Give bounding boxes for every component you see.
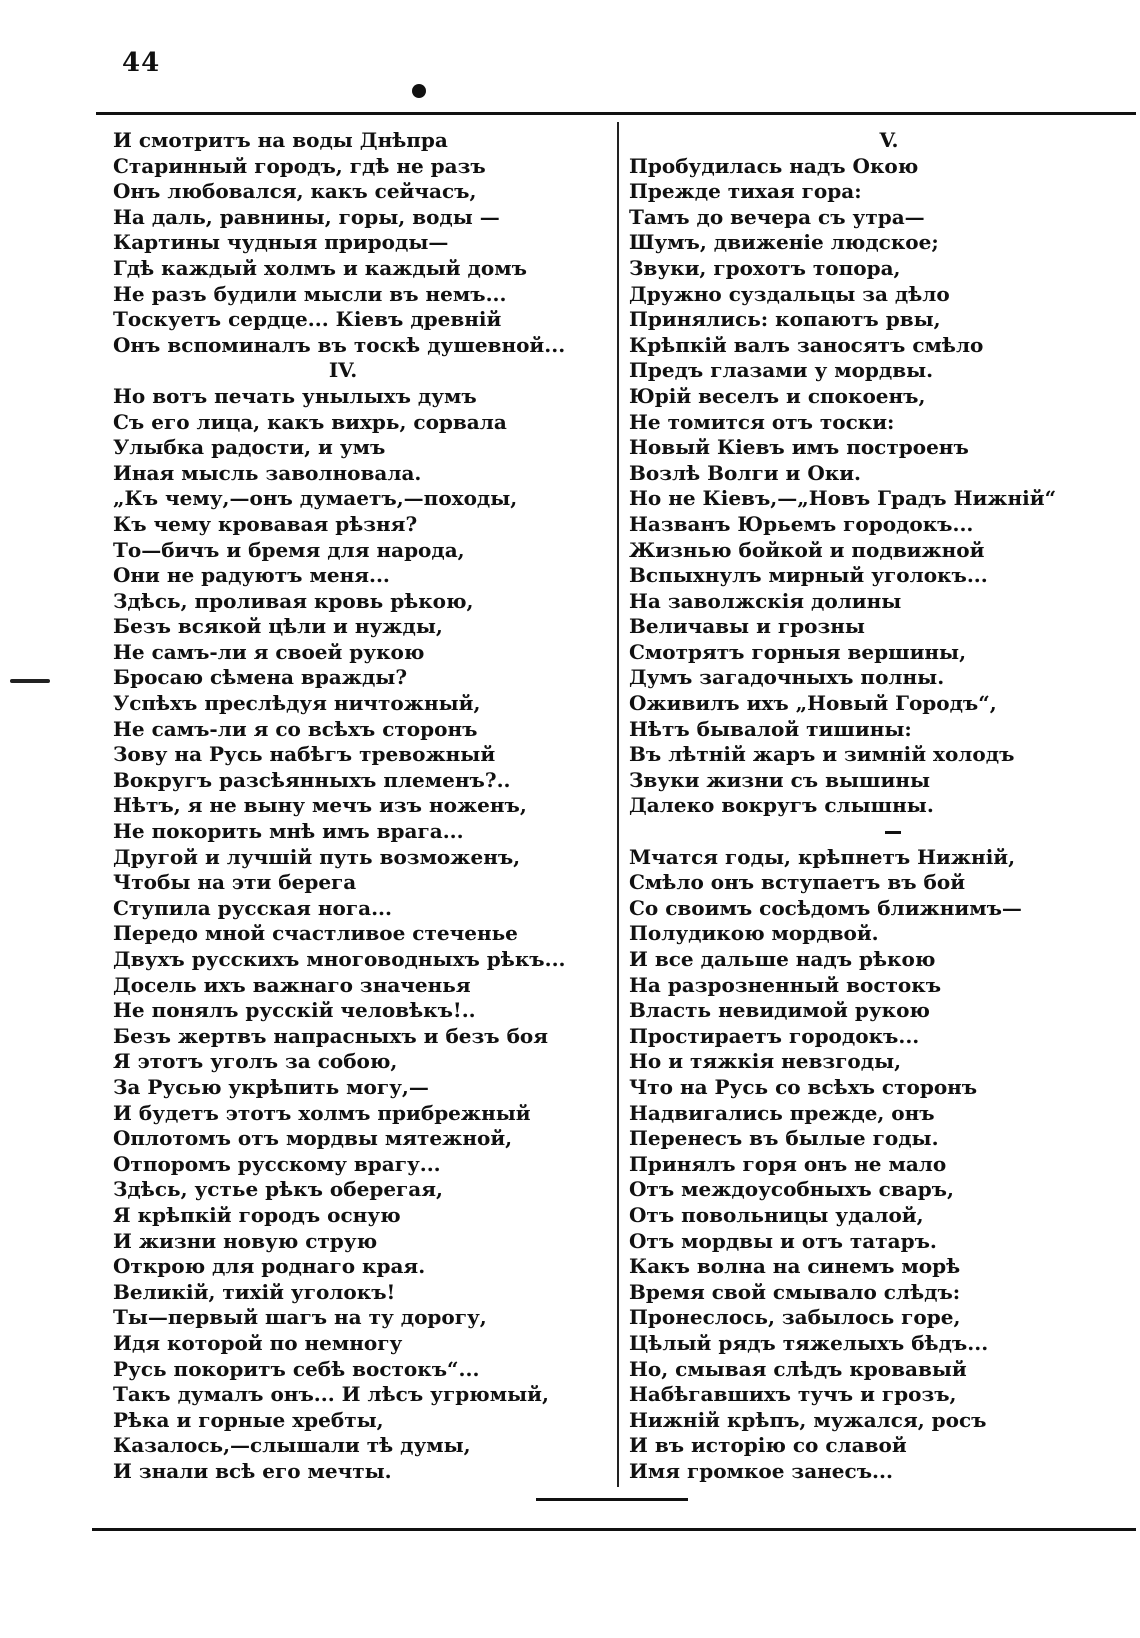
verse-line: Смотрятъ горныя вершины, [629,639,967,664]
right-column [629,128,1099,1484]
verse-line: Не разъ будили мысли въ немъ... [113,281,507,306]
section-heading-v: V. [879,128,899,152]
stanza-separator [629,819,1099,845]
verse-line: Пронеслось, забылось горе, [629,1305,961,1330]
verse-line: Жизнью бойкой и подвижной [629,537,985,562]
verse-line: Отъ мордвы и отъ татаръ. [629,1228,937,1253]
verse-line: Такъ думалъ онъ... И лѣсъ угрюмый, [113,1382,549,1407]
verse-line: Съ его лица, какъ вихрь, сорвала [113,409,507,434]
verse-line: Новый Кіевъ имъ построенъ [629,435,969,460]
column-divider [617,122,619,1487]
verse-line: Предъ глазами у мордвы. [629,358,934,383]
verse-line: То—бичъ и бремя для народа, [113,537,465,562]
verse-line: Величавы и грозны [629,614,865,639]
verse-line: На заволжскія долины [629,588,902,613]
verse-line: Оживилъ ихъ „Новый Городъ“, [629,691,997,716]
verse-line: Нѣтъ, я не выну мечъ изъ ноженъ, [113,793,527,818]
verse-line: Простираетъ городокъ... [629,1023,920,1048]
verse-line: Отпоромъ русскому врагу... [113,1151,441,1176]
verse-line: И смотритъ на воды Днѣпра [113,128,448,152]
margin-mark [10,679,50,683]
verse-line: И знали всѣ его мечты. [113,1458,392,1483]
verse-line: Звуки жизни съ вышины [629,767,931,792]
verse-line: Идя которой по немногу [113,1330,403,1355]
verse-line: Полудикою мордвой. [629,921,879,946]
verse-line: Не томится отъ тоски: [629,409,895,434]
verse-line: Мчатся годы, крѣпнетъ Нижній, [629,844,1016,869]
stanza [113,128,613,358]
stanza [113,384,613,1485]
end-rule [536,1498,688,1501]
verse-line: Юрій веселъ и спокоенъ, [629,383,926,408]
verse-line: Смѣло онъ вступаетъ въ бой [629,870,966,895]
verse-line: И все дальше надъ рѣкою [629,947,936,971]
verse-line: Шумъ, движеніе людское; [629,230,939,255]
verse-line: Не покорить мнѣ имъ врага... [113,819,464,844]
verse-line: Вспыхнулъ мирный уголокъ... [629,563,988,588]
verse-line: Думъ загадочныхъ полны. [629,665,945,690]
top-rule [96,112,1136,115]
verse-line: Нижній крѣпъ, мужался, росъ [629,1407,987,1432]
ornament-dot [412,84,426,98]
verse-line: Имя громкое занесъ... [629,1458,893,1483]
verse-line: Ты—первый шагъ на ту дорогу, [113,1305,487,1330]
section-heading-iv: IV. [328,358,358,383]
verse-line: Власть невидимой рукою [629,998,930,1023]
verse-line: Онъ вспоминалъ въ тоскѣ душевной... [113,332,566,357]
verse-line: Онъ любовался, какъ сейчасъ, [113,179,477,204]
verse-line: На разрозненный востокъ [629,972,942,997]
verse-line: Что на Русь со всѣхъ сторонъ [629,1074,978,1099]
verse-line: Дружно суздальцы за дѣло [629,281,950,306]
verse-line: Отъ повольницы удалой, [629,1202,924,1227]
verse-line: Время свой смывало слѣдъ: [629,1279,961,1304]
verse-line: Но вотъ печать унылыхъ думъ [113,383,477,408]
verse-line: Здѣсь, устье рѣкъ оберегая, [113,1177,443,1202]
verse-line: Нѣтъ бывалой тишины: [629,716,912,741]
verse-line: Но и тяжкія невзгоды, [629,1049,902,1074]
verse-line: Передо мной счастливое стеченье [113,921,518,946]
verse-line: Принялись: копаютъ рвы, [629,307,941,332]
verse-line: Зову на Русь набѣгъ тревожный [113,742,496,767]
verse-line: Какъ волна на синемъ морѣ [629,1254,961,1279]
verse-line: Картины чудныя природы— [113,230,449,255]
verse-line: Далеко вокругъ слышны. [629,793,934,818]
verse-line: Набѣгавшихъ тучъ и грозъ, [629,1382,957,1407]
verse-line: Двухъ русскихъ многоводныхъ рѣкъ... [113,947,566,971]
verse-line: И жизни новую струю [113,1228,378,1253]
verse-line: Улыбка радости, и умъ [113,435,386,460]
verse-line: Безъ жертвъ напрасныхъ и безъ боя [113,1023,549,1048]
verse-line: Цѣлый рядъ тяжелыхъ бѣдъ... [629,1330,989,1355]
verse-line: Возлѣ Волги и Оки. [629,460,861,485]
verse-line: Русь покоритъ себѣ востокъ“... [113,1356,480,1381]
verse-line: Тоскуетъ сердце... Кіевъ древній [113,307,502,332]
verse-line: Рѣка и горные хребты, [113,1407,384,1432]
verse-line: Успѣхъ преслѣдуя ничтожный, [113,691,481,716]
verse-line: Прежде тихая гора: [629,179,862,204]
verse-line: Я этотъ уголъ за собою, [113,1049,398,1074]
verse-line: Но, смывая слѣдъ кровавый [629,1356,967,1381]
verse-line: Иная мысль заволновала. [113,460,422,485]
verse-line: Не самъ-ли я своей рукою [113,639,425,664]
page-number: 44 [122,48,161,78]
verse-line: Тамъ до вечера съ утра— [629,204,925,229]
verse-line: Со своимъ сосѣдомъ ближнимъ— [629,895,1022,920]
verse-line: Великій, тихій уголокъ! [113,1279,396,1304]
verse-line: И въ исторію со славой [629,1433,907,1458]
verse-line: На даль, равнины, горы, воды — [113,204,500,229]
verse-line: И будетъ этотъ холмъ прибрежный [113,1100,531,1125]
verse-line: Старинный городъ, гдѣ не разъ [113,153,486,178]
verse-line: Безъ всякой цѣли и нужды, [113,614,443,639]
verse-line: Пробудилась надъ Окою [629,153,919,178]
verse-line: Здѣсь, проливая кровь рѣкою, [113,588,474,613]
verse-line: Казалось,—слышали тѣ думы, [113,1433,471,1458]
verse-line: Не самъ-ли я со всѣхъ сторонъ [113,716,478,741]
verse-line: Открою для роднаго края. [113,1254,426,1279]
verse-line: Оплотомъ отъ мордвы мятежной, [113,1126,513,1151]
verse-line: Гдѣ каждый холмъ и каждый домъ [113,255,527,280]
verse-line: Не понялъ русскій человѣкъ!.. [113,998,476,1023]
verse-line: Чтобы на эти берега [113,870,357,895]
bottom-rule [92,1528,1136,1531]
verse-line: „Къ чему,—онъ думаетъ,—походы, [113,486,518,511]
verse-line: Надвигались прежде, онъ [629,1100,935,1125]
verse-line: Въ лѣтній жаръ и зимній холодъ [629,742,1015,767]
verse-line: Но не Кіевъ,—„Новъ Градъ Нижній“ [629,486,1057,511]
stanza [629,845,1099,1485]
verse-line: Другой и лучшій путь возможенъ, [113,844,521,869]
verse-line: Отъ междоусобныхъ сваръ, [629,1177,954,1202]
verse-line: Вокругъ разсѣянныхъ племенъ?.. [113,767,511,792]
verse-line: Перенесъ въ былые годы. [629,1126,939,1151]
verse-line: За Русью укрѣпить могу,— [113,1074,429,1099]
verse-line: Принялъ горя онъ не мало [629,1151,947,1176]
verse-line: Названъ Юрьемъ городокъ... [629,511,974,536]
verse-line: Досель ихъ важнаго значенья [113,972,471,997]
left-column [113,128,613,1484]
verse-line: Къ чему кровавая рѣзня? [113,511,418,536]
verse-line: Ступила русская нога... [113,895,392,920]
verse-line: Я крѣпкій городъ осную [113,1202,401,1227]
verse-line: Бросаю сѣмена вражды? [113,665,408,690]
verse-line: Звуки, грохотъ топора, [629,255,901,280]
verse-line: Крѣпкій валъ заносятъ смѣло [629,332,984,357]
verse-line: Они не радуютъ меня... [113,563,390,588]
stanza [629,154,1099,819]
